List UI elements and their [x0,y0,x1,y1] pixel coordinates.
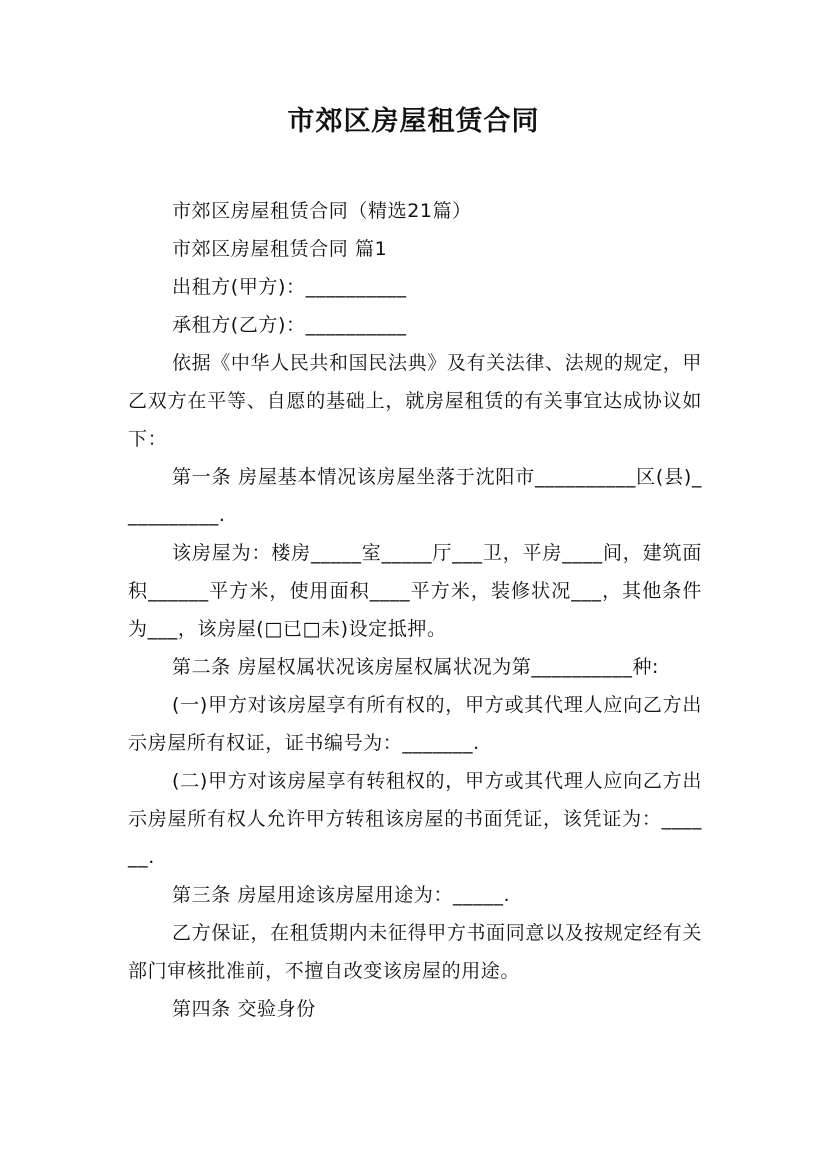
document-title: 市郊区房屋租赁合同 [287,106,540,137]
paragraph-section-heading: 市郊区房屋租赁合同 篇1 [172,238,388,260]
paragraph-lessor: 出租方(甲方)：__________ [172,276,407,298]
paragraph-ownership: (一)甲方对该房屋享有所有权的，甲方或其代理人应向乙方出示房屋所有权证，证书编号为：_______. [128,694,702,754]
paragraph-lessee: 承租方(乙方)：__________ [172,314,407,336]
paragraph-sublease: (二)甲方对该房屋享有转租权的，甲方或其代理人应向乙方出示房屋所有权人允许甲方转租该房屋的书面凭证，该凭证为：______. [128,770,702,868]
paragraph-subtitle: 市郊区房屋租赁合同（精选21篇） [172,200,472,222]
paragraph-preamble: 依据《中华人民共和国民法典》及有关法律、法规的规定，甲乙双方在平等、自愿的基础上，就房屋租赁的有关事宜达成协议如下： [128,352,702,450]
paragraph-article-1: 第一条 房屋基本情况该房屋坐落于沈阳市__________区(县)__________. [128,466,702,526]
paragraph-article-3: 第三条 房屋用途该房屋用途为：_____. [172,884,511,906]
paragraph-article-2: 第二条 房屋权属状况该房屋权属状况为第__________种: [172,656,660,678]
paragraph-house-details: 该房屋为：楼房_____室_____厅___卫，平房____间，建筑面积______平方米，使用面积____平方米，装修状况___，其他条件为___，该房屋(□已□未)设定抵押。 [128,542,702,640]
paragraph-usage-guarantee: 乙方保证，在租赁期内未征得甲方书面同意以及按规定经有关部门审核批准前，不擅自改变该房屋的用途。 [128,922,702,982]
paragraph-article-4: 第四条 交验身份 [172,998,316,1020]
document-body [128,192,702,1028]
